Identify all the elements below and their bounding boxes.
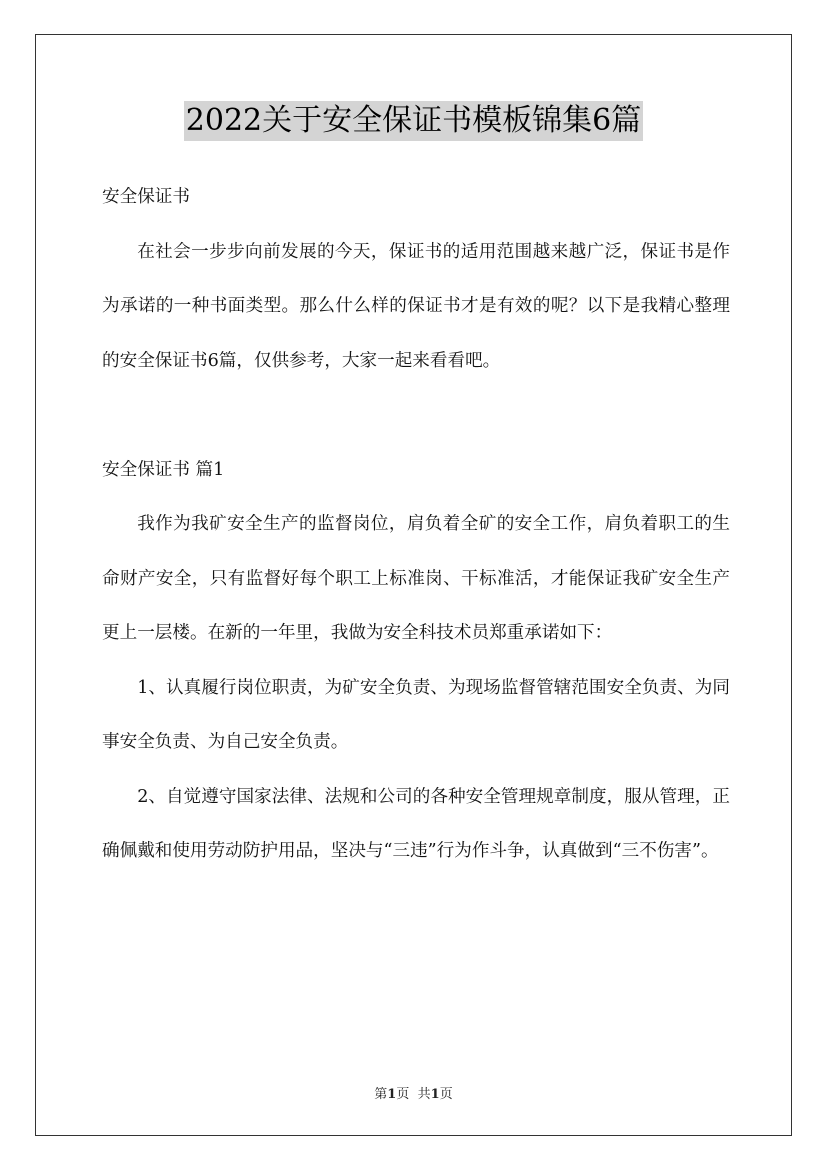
page-number: 1 bbox=[387, 1087, 397, 1102]
page-label-suffix: 页 bbox=[396, 1087, 410, 1102]
body-paragraph: 1、认真履行岗位职责，为矿安全负责、为现场监督管辖范围安全负责、为同事安全负责、为自己安全负责。 bbox=[102, 677, 730, 752]
intro-paragraph: 在社会一步步向前发展的今天，保证书的适用范围越来越广泛，保证书是作为承诺的一种书面类型。那么什么样的保证书才是有效的呢？以下是我精心整理的安全保证书6篇，仅供参考，大家一起来看看吧。 bbox=[102, 241, 730, 371]
page-label-prefix: 第 bbox=[374, 1087, 388, 1102]
document-title: 2022关于安全保证书模板锦集6篇 bbox=[184, 101, 643, 141]
body-paragraph: 我作为我矿安全生产的监督岗位，肩负着全矿的安全工作，肩负着职工的生命财产安全，只有监督好每个职工上标准岗、干标准活，才能保证我矿安全生产更上一层楼。在新的一年里，我做为安全科技术员郑重承诺如下： bbox=[102, 514, 730, 643]
section-spacer bbox=[102, 388, 730, 443]
page-footer bbox=[0, 1083, 827, 1102]
total-pages: 1 bbox=[430, 1087, 440, 1102]
document-body bbox=[102, 170, 730, 879]
title-container bbox=[0, 101, 827, 141]
total-label-suffix: 页 bbox=[439, 1087, 453, 1102]
total-label-prefix: 共 bbox=[417, 1087, 431, 1102]
intro-heading: 安全保证书 bbox=[102, 187, 190, 207]
section-heading: 安全保证书 篇1 bbox=[102, 459, 225, 480]
body-paragraph: 2、自觉遵守国家法律、法规和公司的各种安全管理规章制度，服从管理，正确佩戴和使用劳动防护用品，坚决与“三违”行为作斗争，认真做到“三不伤害”。 bbox=[102, 786, 730, 861]
